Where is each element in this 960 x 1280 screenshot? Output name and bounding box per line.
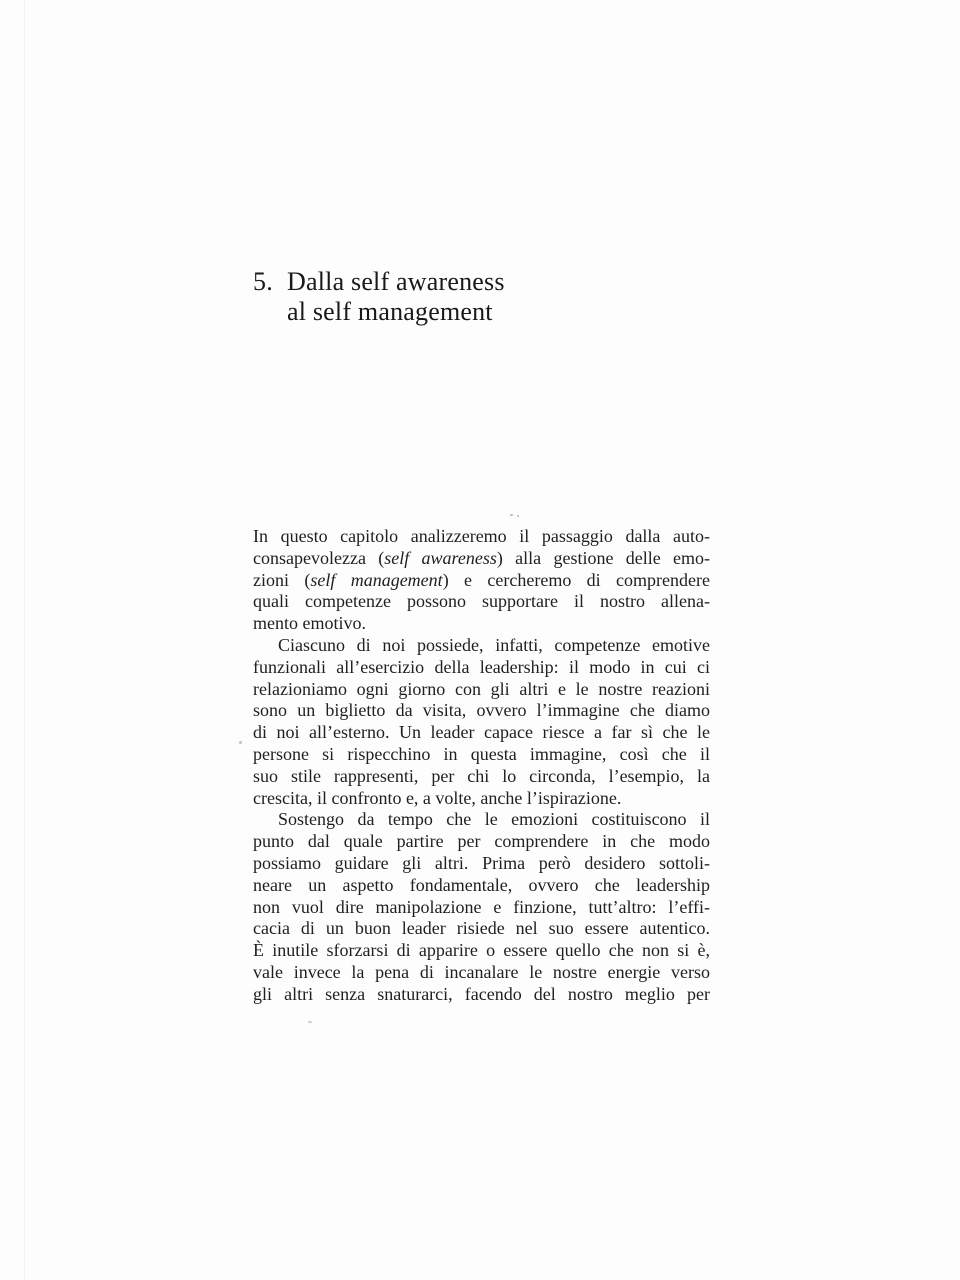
- text-segment: cacia di un buon leader risiede nel suo essere autentico.: [253, 918, 710, 939]
- text-segment: vale invece la pena di incanalare le nostre energie verso: [253, 961, 710, 982]
- paragraph: [253, 635, 710, 809]
- text-line: [253, 591, 710, 613]
- text-line: [253, 918, 710, 940]
- text-line: [253, 853, 710, 875]
- text-segment: consapevolezza (: [253, 547, 385, 568]
- scan-edge-line: [24, 0, 25, 1280]
- text-line: [253, 897, 710, 919]
- scan-artifact: [510, 514, 513, 516]
- text-line: [253, 526, 710, 548]
- chapter-number: 5.: [253, 267, 273, 296]
- chapter-title-line1: Dalla self awareness: [287, 267, 505, 296]
- scan-artifact: [517, 515, 519, 517]
- text-segment: possiamo guidare gli altri. Prima però desidero sottoli-: [253, 852, 710, 873]
- text-segment: In questo capitolo analizzeremo il passaggio dalla auto-: [253, 526, 710, 546]
- text-line: [253, 831, 710, 853]
- text-segment: neare un aspetto fondamentale, ovvero che leadership: [253, 874, 710, 895]
- body-text: [253, 526, 710, 1006]
- scan-artifact: [239, 741, 242, 744]
- text-segment: zioni (: [253, 569, 311, 590]
- text-line: [253, 744, 710, 766]
- text-segment: suo stile rappresenti, per chi lo circonda, l’esempio, la: [253, 765, 710, 786]
- text-segment: Ciascuno di noi possiede, infatti, competenze emotive: [278, 634, 710, 655]
- text-line: [253, 766, 710, 788]
- text-segment: crescita, il confronto e, a volte, anche l’ispirazione.: [253, 787, 622, 808]
- text-line: [253, 570, 710, 592]
- text-segment: di noi all’esterno. Un leader capace riesce a far sì che le: [253, 722, 710, 743]
- text-line: [253, 613, 710, 635]
- italic-term: self management: [310, 569, 443, 590]
- text-line: [253, 788, 710, 810]
- scan-artifact: [308, 1021, 312, 1023]
- text-line: [253, 657, 710, 679]
- text-line: [253, 875, 710, 897]
- text-line: [253, 809, 710, 831]
- text-segment: gli altri senza snaturarci, facendo del nostro meglio per: [253, 983, 710, 1004]
- text-line: [253, 984, 710, 1006]
- text-segment: non vuol dire manipolazione e finzione, tutt’altro: l’effi-: [253, 896, 710, 917]
- text-line: [253, 635, 710, 657]
- text-segment: persone si rispecchino in questa immagine, così che il: [253, 743, 710, 764]
- text-segment: mento emotivo.: [253, 613, 366, 634]
- text-segment: quali competenze possono supportare il nostro allena-: [253, 591, 710, 612]
- text-segment: punto dal quale partire per comprendere in che modo: [253, 831, 710, 852]
- text-segment: relazioniamo ogni giorno con gli altri e le nostre reazioni: [253, 678, 710, 699]
- text-line: [253, 700, 710, 722]
- italic-term: self awareness: [384, 547, 497, 568]
- text-segment: Sostengo da tempo che le emozioni costituiscono il: [278, 809, 710, 830]
- text-segment: funzionali all’esercizio della leadership: il modo in cui ci: [253, 656, 710, 677]
- chapter-heading: [253, 267, 505, 327]
- text-line: [253, 940, 710, 962]
- paragraph: [253, 526, 710, 635]
- text-line: [253, 962, 710, 984]
- text-segment: sono un biglietto da visita, ovvero l’immagine che diamo: [253, 700, 710, 721]
- text-segment: ) e cercheremo di comprendere: [442, 569, 710, 590]
- text-segment: È inutile sforzarsi di apparire o essere quello che non si è,: [253, 940, 710, 961]
- text-line: [253, 722, 710, 744]
- chapter-title: [287, 267, 505, 327]
- text-segment: ) alla gestione delle emo-: [496, 547, 710, 568]
- text-line: [253, 548, 710, 570]
- paragraph: [253, 809, 710, 1005]
- chapter-title-line2: al self management: [287, 297, 493, 326]
- text-line: [253, 679, 710, 701]
